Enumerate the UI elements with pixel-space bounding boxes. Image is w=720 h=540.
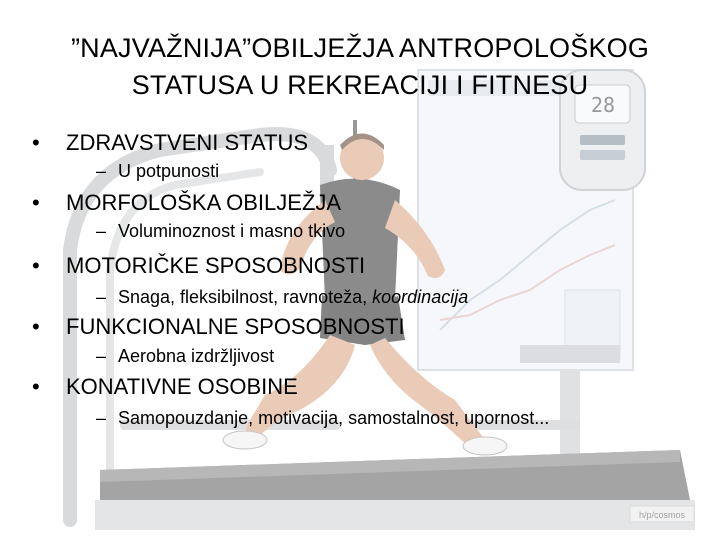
sub-bullet-item — [96, 220, 345, 242]
bullet-symbol: • — [32, 130, 40, 155]
bullet-item — [30, 130, 308, 156]
sub-bullet-symbol: – — [96, 287, 107, 307]
bullet-text: ZDRAVSTVENI STATUS — [66, 130, 309, 155]
bullet-text: MOTORIČKE SPOSOBNOSTI — [66, 253, 366, 278]
sub-bullet-symbol: – — [96, 346, 107, 366]
bullet-item — [30, 374, 298, 400]
bullet-symbol: • — [32, 253, 40, 278]
bullet-symbol: • — [32, 374, 40, 399]
sub-bullet-text: Voluminoznost i masno tkivo — [118, 221, 346, 241]
bullet-item — [30, 253, 365, 279]
treadmill-brand-label: h/p/cosmos — [638, 510, 686, 520]
sub-bullet-italic-text: koordinacija — [372, 287, 469, 307]
bullet-text: MORFOLOŠKA OBILJEŽJA — [66, 190, 342, 215]
title-line-2: STATUSA U REKREACIJI I FITNESU — [131, 70, 589, 100]
sub-bullet-text: Snaga, fleksibilnost, ravnoteža, — [118, 287, 373, 307]
sub-bullet-text: U potpunosti — [118, 161, 220, 181]
bullet-symbol: • — [32, 190, 40, 215]
title-line-1: ”NAJVAŽNIJA”OBILJEŽJA ANTROPOLOŠKOG — [70, 33, 650, 63]
monitor-shelf — [520, 345, 620, 363]
sub-bullet-text: Samopouzdanje, motivacija, samostalnost, upornost... — [118, 408, 550, 428]
treadmill-deck — [95, 450, 695, 530]
bullet-symbol: • — [32, 314, 40, 339]
device-display-value: 28 — [590, 93, 616, 117]
sub-bullet-symbol: – — [96, 408, 107, 428]
bullet-item — [30, 190, 341, 216]
sub-bullet-symbol: – — [96, 221, 107, 241]
sub-bullet-item — [96, 345, 274, 367]
sub-bullet-symbol: – — [96, 161, 107, 181]
slide-title — [40, 30, 680, 104]
sub-bullet-item — [96, 407, 549, 429]
bullet-text: FUNKCIONALNE SPOSOBNOSTI — [66, 314, 405, 339]
bullet-text: KONATIVNE OSOBINE — [66, 374, 298, 399]
sub-bullet-text: Aerobna izdržljivost — [118, 346, 275, 366]
sub-bullet-item — [96, 160, 219, 182]
sub-bullet-item — [96, 286, 468, 308]
bullet-item — [30, 314, 405, 340]
